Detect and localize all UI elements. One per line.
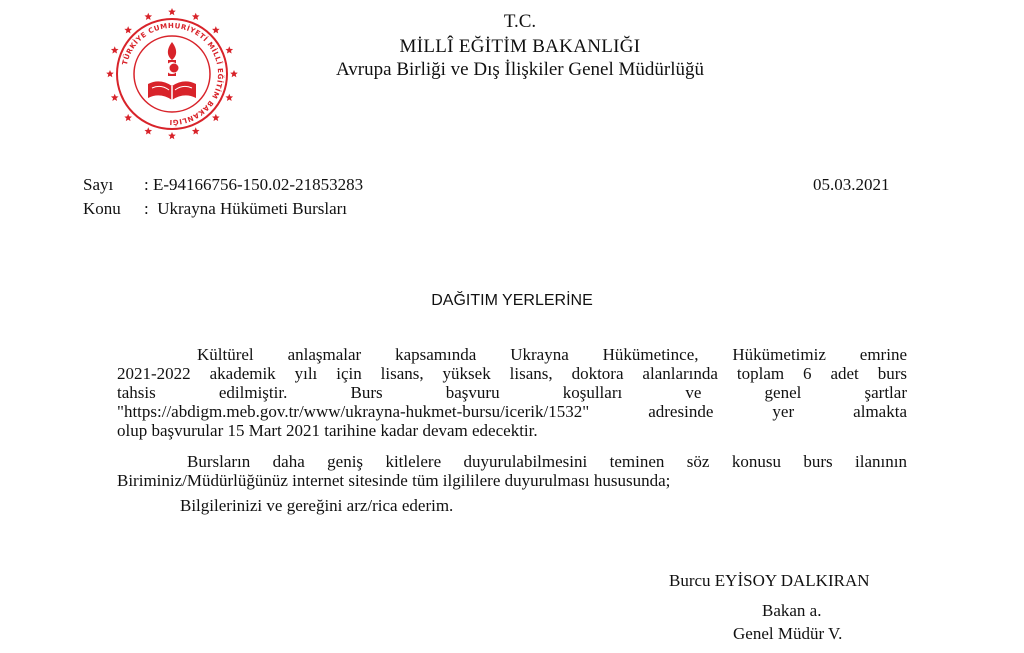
document-date: 05.03.2021 — [813, 175, 890, 194]
p1-line: Kültürel anlaşmalar kapsamında Ukrayna Hükümetince, Hükümetimiz emrine — [197, 345, 907, 364]
header-ministry: MİLLÎ EĞİTİM BAKANLIĞI — [399, 36, 641, 57]
konu-label: Konu — [83, 199, 121, 218]
p1-line: olup başvurular 15 Mart 2021 tarihine kadar devam edecektir. — [117, 421, 538, 440]
p1-line: tahsis edilmiştir. Burs başvuru koşulları ve genel şartlar — [117, 383, 907, 402]
seal-star — [144, 13, 152, 20]
p1-line: 2021-2022 akademik yılı için lisans, yüksek lisans, doktora alanlarında toplam 6 adet burs — [117, 364, 907, 383]
header-tc: T.C. — [503, 11, 537, 32]
ministry-seal-logo — [104, 6, 240, 142]
seal-star — [168, 8, 176, 15]
seal-star — [192, 127, 200, 134]
body-paragraph-1 — [117, 345, 907, 440]
p1-line: "https://abdigm.meb.gov.tr/www/ukrayna-hukmet-bursu/icerik/1532" adresinde yer almakta — [117, 402, 907, 421]
seal-star — [124, 114, 132, 121]
seal-star — [168, 132, 176, 139]
seal-star — [192, 13, 200, 20]
signer-name: Burcu EYİSOY DALKIRAN — [669, 571, 870, 590]
seal-star — [225, 94, 233, 101]
seal-star — [225, 46, 233, 53]
recipient-heading: DAĞITIM YERLERİNE — [431, 292, 593, 309]
seal-ring-text: TÜRKİYE CUMHURİYETİ MİLLÎ EĞİTİM BAKANLIĞI — [120, 21, 225, 127]
sayi-label: Sayı — [83, 175, 114, 194]
seal-star — [124, 26, 132, 33]
seal-star — [144, 127, 152, 134]
header-directorate: Avrupa Birliği ve Dış İlişkiler Genel Müdürlüğü — [336, 59, 704, 80]
signer-title-1: Bakan a. — [762, 601, 822, 620]
body-paragraph-3: Bilgilerinizi ve gereğini arz/rica ederim. — [180, 496, 454, 515]
signer-title-2: Genel Müdür V. — [733, 624, 843, 643]
seal-star — [111, 94, 119, 101]
seal-star — [212, 114, 220, 121]
p2-line: Bursların daha geniş kitlelere duyurulabilmesini teminen söz konusu burs ilanının — [187, 452, 907, 471]
seal-star — [230, 70, 238, 77]
sayi-value: : E-94166756-150.02-21853283 — [144, 175, 364, 194]
body-paragraph-2 — [117, 452, 907, 490]
seal-star — [212, 26, 220, 33]
p2-line: Biriminiz/Müdürlüğünüz internet sitesinde tüm ilgililere duyurulması hususunda; — [117, 471, 671, 490]
konu-value: : Ukrayna Hükümeti Bursları — [144, 199, 348, 218]
seal-star — [111, 46, 119, 53]
seal-star — [106, 70, 114, 77]
